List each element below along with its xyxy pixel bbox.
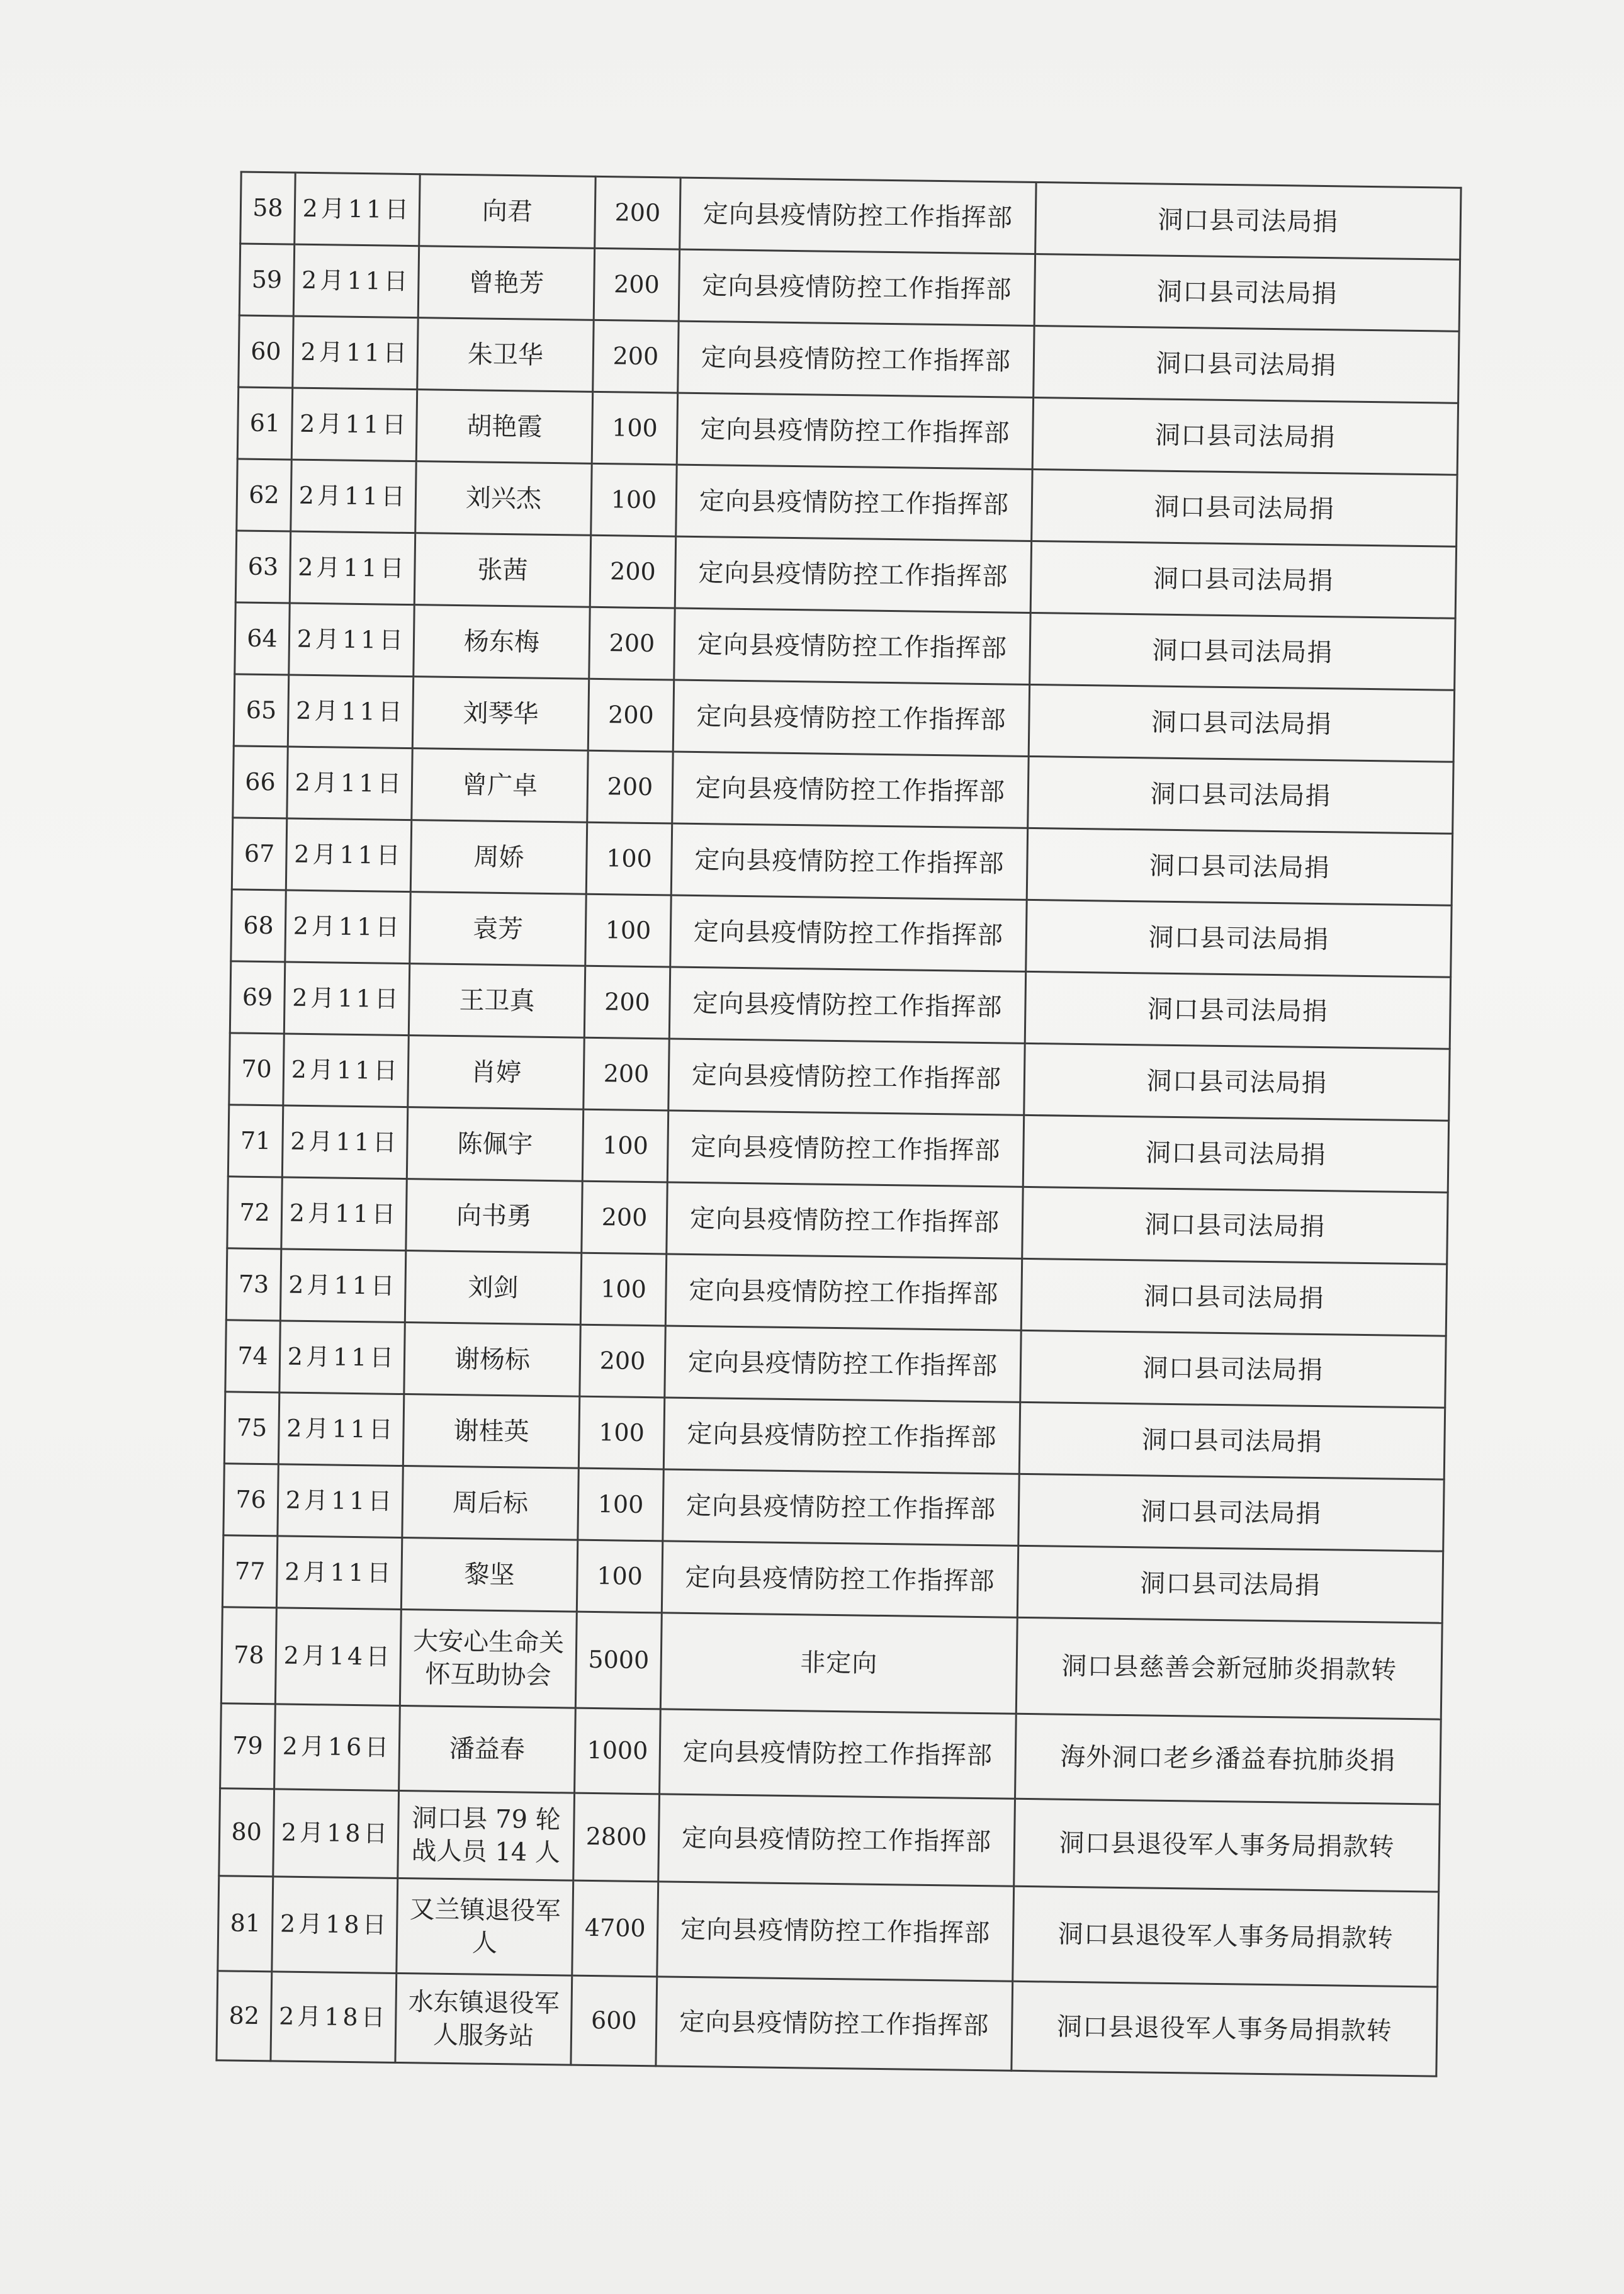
cell-purpose: 定向县疫情防控工作指挥部 [662,1541,1018,1617]
cell-donor-name: 向君 [419,174,595,249]
cell-date: 2月11日 [291,388,417,461]
cell-date: 2月11日 [286,818,411,892]
cell-amount: 1000 [575,1708,661,1794]
cell-date: 2月11日 [276,1536,402,1610]
cell-serial-number: 63 [235,531,290,603]
cell-purpose: 定向县疫情防控工作指挥部 [658,1794,1015,1886]
cell-remark: 洞口县退役军人事务局捐款转 [1012,1981,1438,2076]
cell-donor-name: 又兰镇退役军人 [397,1878,573,1975]
cell-date: 2月11日 [278,1393,403,1466]
cell-serial-number: 80 [219,1788,274,1877]
cell-donor-name: 张茜 [414,533,590,607]
cell-serial-number: 73 [226,1248,281,1321]
cell-serial-number: 59 [239,244,294,316]
cell-remark: 洞口县司法局捐 [1018,1474,1444,1551]
cell-donor-name: 黎坚 [401,1537,577,1612]
cell-purpose: 定向县疫情防控工作指挥部 [679,249,1035,325]
cell-donor-name: 刘剑 [405,1251,581,1325]
cell-donor-name: 曾艳芳 [418,246,594,320]
cell-amount: 200 [584,1037,669,1110]
cell-serial-number: 72 [227,1177,282,1249]
cell-remark: 洞口县司法局捐 [1025,971,1450,1049]
cell-purpose: 定向县疫情防控工作指挥部 [676,465,1032,541]
table-row [220,1704,1441,1804]
cell-serial-number: 79 [220,1704,276,1789]
cell-purpose: 定向县疫情防控工作指挥部 [665,1254,1022,1330]
cell-amount: 5000 [575,1612,662,1709]
cell-donor-name: 刘琴华 [412,677,589,751]
cell-date: 2月18日 [272,1877,398,1974]
cell-remark: 洞口县司法局捐 [1030,613,1455,690]
cell-remark: 洞口县司法局捐 [1023,1115,1448,1192]
cell-donor-name: 谢杨标 [404,1323,580,1397]
cell-serial-number: 62 [237,459,291,531]
cell-serial-number: 71 [228,1105,283,1177]
cell-amount: 200 [593,320,679,393]
cell-remark: 洞口县司法局捐 [1032,469,1457,546]
cell-amount: 100 [582,1109,668,1182]
cell-purpose: 非定向 [660,1613,1017,1714]
cell-date: 2月18日 [273,1789,399,1879]
cell-amount: 200 [594,248,679,321]
cell-date: 2月11日 [288,675,413,749]
cell-purpose: 定向县疫情防控工作指挥部 [673,680,1029,756]
cell-serial-number: 75 [224,1392,279,1464]
cell-serial-number: 64 [235,602,290,675]
cell-date: 2月11日 [285,890,410,964]
cell-serial-number: 61 [237,387,292,460]
cell-donor-name: 王卫真 [409,964,585,1038]
cell-amount: 100 [591,463,677,536]
cell-date: 2月11日 [293,316,418,390]
cell-purpose: 定向县疫情防控工作指挥部 [657,1882,1014,1981]
cell-serial-number: 58 [240,172,295,244]
cell-date: 2月11日 [289,603,414,677]
cell-remark: 洞口县司法局捐 [1030,541,1456,618]
cell-remark: 洞口县司法局捐 [1019,1402,1445,1479]
cell-purpose: 定向县疫情防控工作指挥部 [671,823,1027,900]
cell-purpose: 定向县疫情防控工作指挥部 [665,1326,1021,1402]
cell-amount: 200 [584,966,670,1039]
cell-donor-name: 周后标 [402,1466,578,1540]
cell-donor-name: 向书勇 [406,1179,582,1253]
cell-purpose: 定向县疫情防控工作指挥部 [667,1182,1023,1258]
document-page [215,171,1460,2077]
cell-purpose: 定向县疫情防控工作指挥部 [680,178,1036,254]
table-row [217,1971,1438,2076]
cell-serial-number: 68 [231,890,286,962]
cell-serial-number: 78 [221,1607,276,1704]
cell-purpose: 定向县疫情防控工作指挥部 [663,1469,1019,1545]
cell-remark: 海外洞口老乡潘益春抗肺炎捐 [1015,1714,1441,1804]
cell-purpose: 定向县疫情防控工作指挥部 [668,1039,1025,1115]
cell-serial-number: 81 [218,1876,273,1972]
cell-purpose: 定向县疫情防控工作指挥部 [670,895,1027,971]
cell-purpose: 定向县疫情防控工作指挥部 [656,1977,1013,2071]
cell-donor-name: 曾广卓 [412,749,588,823]
cell-amount: 100 [578,1396,664,1469]
cell-donor-name: 周娇 [410,820,587,895]
cell-date: 2月11日 [291,460,416,533]
cell-serial-number: 65 [234,674,288,747]
cell-remark: 洞口县司法局捐 [1028,756,1453,833]
cell-donor-name: 肖婷 [408,1036,584,1110]
cell-donor-name: 胡艳霞 [416,390,592,464]
cell-remark: 洞口县司法局捐 [1020,1330,1446,1408]
cell-date: 2月11日 [295,172,420,246]
cell-amount: 200 [587,750,673,823]
cell-serial-number: 69 [230,961,285,1034]
table-row [221,1607,1442,1719]
cell-date: 2月11日 [281,1177,407,1251]
cell-amount: 600 [571,1975,657,2066]
cell-donor-name: 谢桂英 [403,1394,579,1469]
cell-amount: 100 [585,894,671,967]
cell-serial-number: 60 [239,315,293,388]
cell-date: 2月11日 [283,1034,409,1107]
cell-amount: 200 [590,535,675,608]
cell-remark: 洞口县司法局捐 [1026,900,1452,977]
cell-date: 2月11日 [287,747,412,820]
cell-date: 2月16日 [274,1704,400,1791]
cell-remark: 洞口县司法局捐 [1034,254,1460,331]
cell-amount: 100 [592,392,677,465]
cell-remark: 洞口县慈善会新冠肺炎捐款转 [1016,1617,1442,1719]
cell-donor-name: 水东镇退役军人服务站 [395,1973,572,2065]
cell-date: 2月14日 [275,1608,401,1706]
cell-remark: 洞口县司法局捐 [1022,1187,1448,1264]
cell-remark: 洞口县退役军人事务局捐款转 [1013,1886,1439,1987]
cell-donor-name: 刘兴杰 [415,461,592,536]
table-row [219,1788,1440,1892]
cell-remark: 洞口县退役军人事务局捐款转 [1014,1799,1440,1892]
cell-purpose: 定向县疫情防控工作指挥部 [672,752,1029,828]
cell-donor-name: 陈佩宇 [407,1107,583,1182]
cell-donor-name: 朱卫华 [417,318,594,392]
cell-donor-name: 潘益春 [399,1705,576,1793]
cell-serial-number: 66 [233,746,288,818]
cell-date: 2月11日 [280,1249,405,1323]
cell-purpose: 定向县疫情防控工作指挥部 [663,1398,1020,1474]
cell-serial-number: 82 [217,1971,272,2061]
cell-donor-name: 洞口县 79 轮战人员 14 人 [398,1790,575,1880]
cell-serial-number: 77 [222,1535,277,1608]
cell-amount: 100 [577,1540,662,1613]
cell-remark: 洞口县司法局捐 [1017,1545,1443,1623]
cell-amount: 200 [595,176,680,249]
cell-amount: 200 [589,607,675,680]
cell-date: 2月11日 [293,244,419,318]
cell-remark: 洞口县司法局捐 [1024,1043,1450,1121]
cell-serial-number: 67 [232,818,286,890]
cell-remark: 洞口县司法局捐 [1029,684,1454,762]
cell-remark: 洞口县司法局捐 [1035,182,1461,259]
cell-date: 2月11日 [290,531,415,605]
cell-amount: 2800 [573,1793,660,1882]
cell-amount: 200 [582,1181,667,1254]
cell-donor-name: 杨东梅 [414,605,590,679]
cell-purpose: 定向县疫情防控工作指挥部 [677,393,1033,469]
cell-purpose: 定向县疫情防控工作指挥部 [674,608,1030,684]
cell-date: 2月18日 [271,1972,397,2063]
table-body [217,172,1461,2076]
table-row [218,1876,1439,1987]
cell-purpose: 定向县疫情防控工作指挥部 [669,967,1025,1043]
cell-purpose: 定向县疫情防控工作指挥部 [675,536,1031,613]
cell-amount: 100 [580,1253,666,1326]
cell-amount: 200 [580,1325,665,1398]
cell-donor-name: 袁芳 [410,892,586,966]
cell-date: 2月11日 [284,962,409,1036]
cell-remark: 洞口县司法局捐 [1027,828,1452,905]
cell-serial-number: 70 [229,1033,284,1105]
cell-remark: 洞口县司法局捐 [1034,325,1459,403]
cell-amount: 100 [586,822,672,895]
cell-serial-number: 74 [225,1320,280,1393]
cell-donor-name: 大安心生命关怀互助协会 [400,1609,577,1708]
cell-remark: 洞口县司法局捐 [1021,1258,1446,1336]
cell-purpose: 定向县疫情防控工作指挥部 [667,1110,1023,1187]
cell-purpose: 定向县疫情防控工作指挥部 [678,321,1034,397]
cell-date: 2月11日 [279,1321,405,1394]
cell-amount: 200 [588,679,674,752]
donation-table [215,171,1462,2077]
cell-remark: 洞口县司法局捐 [1032,397,1458,475]
cell-serial-number: 76 [223,1464,278,1536]
cell-date: 2月11日 [278,1464,403,1538]
cell-amount: 100 [578,1468,663,1541]
cell-amount: 4700 [572,1880,658,1977]
cell-purpose: 定向县疫情防控工作指挥部 [660,1709,1017,1799]
cell-date: 2月11日 [282,1105,407,1179]
